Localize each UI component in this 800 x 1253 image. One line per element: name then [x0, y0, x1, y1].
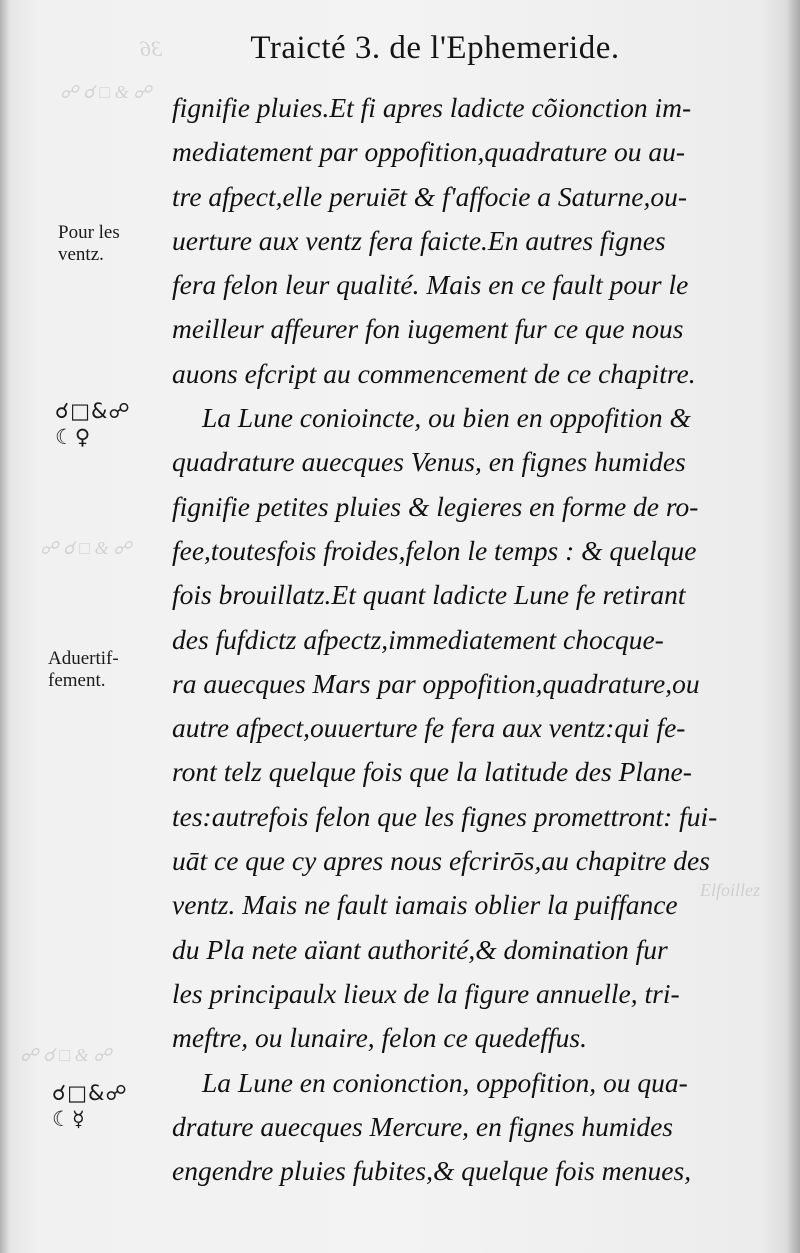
- running-head: Traicté 3. de l'Ephemeride.: [250, 30, 620, 66]
- aspect-symbol-line: ☌□&☍: [52, 1081, 128, 1105]
- page-edge-shadow: [786, 0, 800, 1253]
- text-line: meilleur affeurer fon iugement fur ce que nous: [172, 313, 684, 345]
- show-through-text: ☍ ☌ □ & ☍: [20, 1045, 112, 1065]
- text-line: des fufdictz afpectz,immediatement chocque-: [172, 623, 664, 655]
- text-line: autre afpect,ouuerture fe fera aux ventz:qui fe-: [172, 712, 686, 744]
- show-through-text: Elfoillez: [700, 880, 760, 900]
- paragraph-start-line: La Lune en conionction, oppofition, ou qua-: [202, 1066, 688, 1098]
- margin-note-line: Pour les: [58, 222, 120, 243]
- margin-note-vents: [58, 222, 120, 266]
- text-line: auons efcript au commencement de ce chapitre.: [172, 357, 696, 389]
- aspect-symbol-line: ☌□&☍: [55, 399, 131, 423]
- text-line: ra auecques Mars par oppofition,quadrature,ou: [172, 667, 700, 699]
- text-line: uerture aux ventz fera faicte.En autres fignes: [172, 224, 666, 256]
- text-line: fera felon leur qualité. Mais en ce fault pour le: [172, 269, 689, 301]
- planet-symbol-line: ☾♀: [55, 425, 92, 449]
- text-line: ventz. Mais ne fault iamais oblier la puiffance: [172, 889, 678, 921]
- text-line: meftre, ou lunaire, felon ce quedeffus.: [172, 1022, 587, 1054]
- text-line: uāt ce que cy apres nous efcrirōs,au chapitre des: [172, 845, 710, 877]
- text-line: tes:autrefois felon que les fignes promettront: fui-: [172, 800, 718, 832]
- margin-note-advertissement: [48, 648, 119, 692]
- text-line: quadrature auecques Venus, en fignes humides: [172, 446, 686, 478]
- text-line: drature auecques Mercure, en fignes humides: [172, 1110, 673, 1142]
- show-through-text: ☍ ☌ □ & ☍: [40, 538, 132, 558]
- text-line: fee,toutesfois froides,felon le temps : & quelque: [172, 534, 697, 566]
- text-line: tre afpect,elle peruiēt & f'affocie a Saturne,ou-: [172, 180, 688, 212]
- text-line: les principaulx lieux de la figure annuelle, tri-: [172, 977, 680, 1009]
- text-line: fignifie petites pluies & legieres en forme de ro-: [172, 490, 699, 522]
- margin-aspect-symbols-venus: [55, 398, 131, 450]
- text-line: fois brouillatz.Et quant ladicte Lune fe retirant: [172, 579, 686, 611]
- margin-note-line: Aduertif-: [48, 648, 119, 669]
- paragraph-start-line: La Lune conioincte, ou bien en oppofition &: [202, 402, 691, 434]
- margin-aspect-symbols-mercure: [52, 1080, 128, 1132]
- page-gutter-shadow: [0, 0, 10, 1253]
- planet-symbol-line: ☾☿: [52, 1107, 86, 1131]
- body-text: [172, 86, 772, 1193]
- text-line: engendre pluies fubites,& quelque fois menues,: [172, 1155, 692, 1187]
- text-line: du Pla nete aïant authorité,& domination fur: [172, 933, 668, 965]
- text-line: fignifie pluies.Et fi apres ladicte cõionction im-: [172, 92, 692, 123]
- margin-note-line: fement.: [48, 670, 106, 691]
- text-line: mediatement par oppofition,quadrature ou au-: [172, 136, 686, 168]
- text-line: ront telz quelque fois que la latitude des Plane-: [172, 756, 692, 788]
- show-through-text: ☍ ☌ □ & ☍: [60, 82, 152, 102]
- margin-note-line: ventz.: [58, 244, 104, 265]
- show-through-text: 36: [140, 36, 162, 61]
